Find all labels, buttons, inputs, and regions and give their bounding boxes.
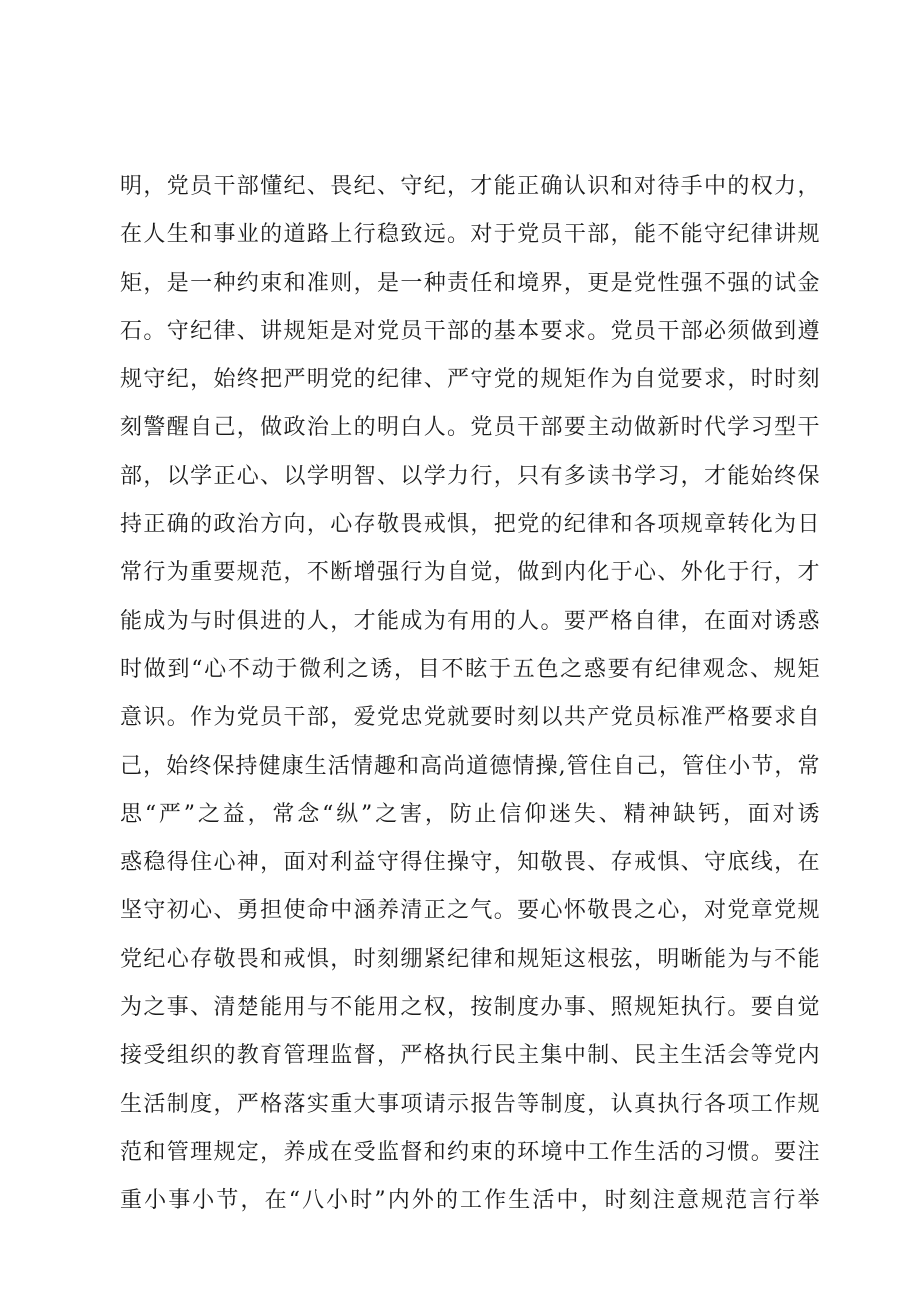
text-line: 己，始终保持健康生活情趣和高尚道德情操,管住自己，管住小节，常 <box>120 753 820 779</box>
text-line: 持正确的政治方向，心存敬畏戒惧，把党的纪律和各项规章转化为日 <box>120 512 820 538</box>
text-line: 重小事小节，在“八小时”内外的工作生活中，时刻注意规范言行举 <box>120 1188 820 1214</box>
text-line: 能成为与时俱进的人，才能成为有用的人。要严格自律，在面对诱惑 <box>120 608 820 634</box>
text-line: 生活制度，严格落实重大事项请示报告等制度，认真执行各项工作规 <box>120 1091 820 1117</box>
text-line: 惑稳得住心神，面对利益守得住操守，知敬畏、存戒惧、守底线，在 <box>120 850 820 876</box>
text-line: 部，以学正心、以学明智、以学力行，只有多读书学习，才能始终保 <box>120 463 820 489</box>
text-line: 规守纪，始终把严明党的纪律、严守党的规矩作为自觉要求，时时刻 <box>120 367 820 393</box>
text-line: 接受组织的教育管理监督，严格执行民主集中制、民主生活会等党内 <box>120 1043 820 1069</box>
text-line: 石。守纪律、讲规矩是对党员干部的基本要求。党员干部必须做到遵 <box>120 318 820 344</box>
text-line: 明，党员干部懂纪、畏纪、守纪，才能正确认识和对待手中的权力， <box>120 174 820 199</box>
body-text <box>120 163 820 1226</box>
text-line: 刻警醒自己，做政治上的明白人。党员干部要主动做新时代学习型干 <box>120 415 820 441</box>
text-line: 坚守初心、勇担使命中涵养清正之气。要心怀敬畏之心，对党章党规 <box>120 898 820 924</box>
text-line: 矩，是一种约束和准则，是一种责任和境界，更是党性强不强的试金 <box>120 270 820 296</box>
text-line: 为之事、清楚能用与不能用之权，按制度办事、照规矩执行。要自觉 <box>120 995 820 1021</box>
text-line: 意识。作为党员干部，爱党忠党就要时刻以共产党员标准严格要求自 <box>120 705 820 731</box>
text-line: 常行为重要规范，不断增强行为自觉，做到内化于心、外化于行，才 <box>120 560 820 586</box>
text-line: 范和管理规定，养成在受监督和约束的环境中工作生活的习惯。要注 <box>120 1139 820 1165</box>
text-line: 党纪心存敬畏和戒惧，时刻绷紧纪律和规矩这根弦，明晰能为与不能 <box>120 946 820 972</box>
text-line: 在人生和事业的道路上行稳致远。对于党员干部，能不能守纪律讲规 <box>120 222 820 248</box>
text-line: 时做到“心不动于微利之诱，目不眩于五色之惑要有纪律观念、规矩 <box>120 656 820 682</box>
text-line: 思“严”之益，常念“纵”之害，防止信仰迷失、精神缺钙，面对诱 <box>120 801 820 827</box>
